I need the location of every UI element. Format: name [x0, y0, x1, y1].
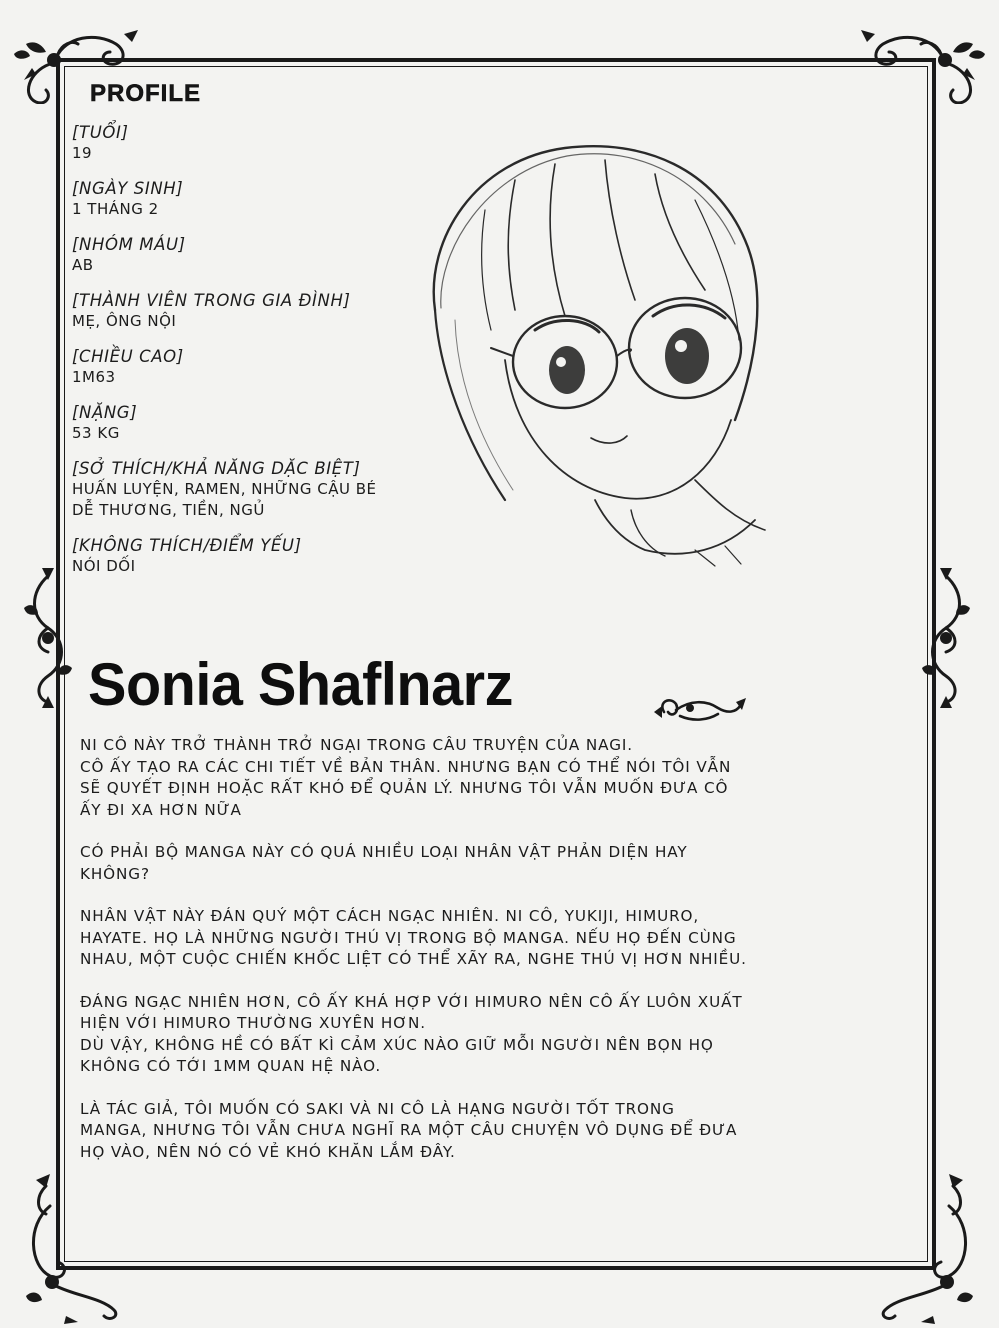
- field-label: [SỞ THÍCH/KHẢ NĂNG DẶC BIỆT]: [72, 459, 361, 478]
- field-value: 53 KG: [72, 424, 120, 442]
- field-value: AB: [72, 256, 94, 274]
- field-value: 1M63: [72, 368, 116, 386]
- description-paragraph: NHÂN VẬT NÀY ĐÁN QUÝ MỘT CÁCH NGẠC NHIÊN. NI CÔ, YUKIJI, HIMURO, HAYATE. HỌ LÀ NHỮNG NGƯỜI THÚ VỊ TRONG BỘ MANGA. NẾU HỌ ĐẾN CÙNG NHAU, MỘT CUỘC CHIẾN KHỐC LIỆT CÓ THỂ XÃY RA, NGHE THÚ VỊ HƠN NHIỀU.: [80, 907, 747, 968]
- profile-heading: PROFILE: [90, 80, 202, 107]
- character-name: Sonia Shaflnarz: [88, 651, 513, 718]
- field-label: [TUỔI]: [72, 123, 129, 142]
- field-label: [KHÔNG THÍCH/ĐIỂM YẾU]: [72, 536, 302, 555]
- field-value: 1 THÁNG 2: [72, 200, 159, 218]
- field-value: 19: [72, 144, 93, 162]
- name-flourish-ornament: [650, 690, 746, 730]
- field-label: [CHIỀU CAO]: [72, 347, 184, 366]
- corner-ornament-bottom-right: [873, 1166, 993, 1326]
- character-portrait-sketch: [395, 120, 825, 570]
- field-value: HUẤN LUYỆN, RAMEN, NHỮNG CẬU BÉ DỄ THƯƠNG, TIỀN, NGỦ: [72, 480, 377, 519]
- field-label: [NHÓM MÁU]: [72, 235, 186, 254]
- corner-ornament-top-right: [853, 14, 993, 104]
- description-paragraph: CÓ PHẢI BỘ MANGA NÀY CÓ QUÁ NHIỀU LOẠI NHÂN VẬT PHẢN DIỆN HAY KHÔNG?: [80, 843, 688, 883]
- corner-ornament-bottom-left: [6, 1166, 126, 1326]
- field-value: NÓI DỐI: [72, 557, 136, 575]
- description-text: [80, 735, 860, 1184]
- field-label: [NẶNG]: [72, 403, 138, 422]
- description-paragraph: NI CÔ NÀY TRỞ THÀNH TRỞ NGẠI TRONG CÂU TRUYỆN CỦA NAGI. CÔ ẤY TẠO RA CÁC CHI TIẾT VỀ BẢN THÂN. NHƯNG BẠN CÓ THỂ NÓI TÔI VẪN SẼ QUYẾT ĐỊNH HOẶC RẤT KHÓ ĐỂ QUẢN LÝ. NHƯNG TÔI VẪN MUỐN ĐƯA CÔ ẤY ĐI XA HƠN NỮA: [80, 736, 732, 819]
- field-label: [THÀNH VIÊN TRONG GIA ĐÌNH]: [72, 291, 351, 310]
- description-paragraph: LÀ TÁC GIẢ, TÔI MUỐN CÓ SAKI VÀ NI CÔ LÀ HẠNG NGƯỜI TỐT TRONG MANGA, NHƯNG TÔI VẪN CHƯA NGHĨ RA MỘT CÂU CHUYỆN VÔ DỤNG ĐỂ ĐƯA HỌ VÀO, NÊN NÓ CÓ VẺ KHÓ KHĂN LẮM ĐÂY.: [80, 1099, 738, 1161]
- field-value: MẸ, ÔNG NỘI: [72, 312, 177, 330]
- side-ornament-left: [20, 568, 76, 708]
- description-paragraph: ĐÁNG NGẠC NHIÊN HƠN, CÔ ẤY KHÁ HỢP VỚI HIMURO NÊN CÔ ẤY LUÔN XUẤT HIỆN VỚI HIMURO THƯỜNG XUYÊN HƠN. DÙ VẬY, KHÔNG HỀ CÓ BẤT KÌ CẢM XÚC NÀO GIỮ MỖI NGƯỜI NÊN BỌN HỌ KHÔNG CÓ TỚI 1MM QUAN HỆ NÀO.: [80, 992, 743, 1075]
- side-ornament-right: [918, 568, 974, 708]
- field-label: [NGÀY SINH]: [72, 179, 184, 198]
